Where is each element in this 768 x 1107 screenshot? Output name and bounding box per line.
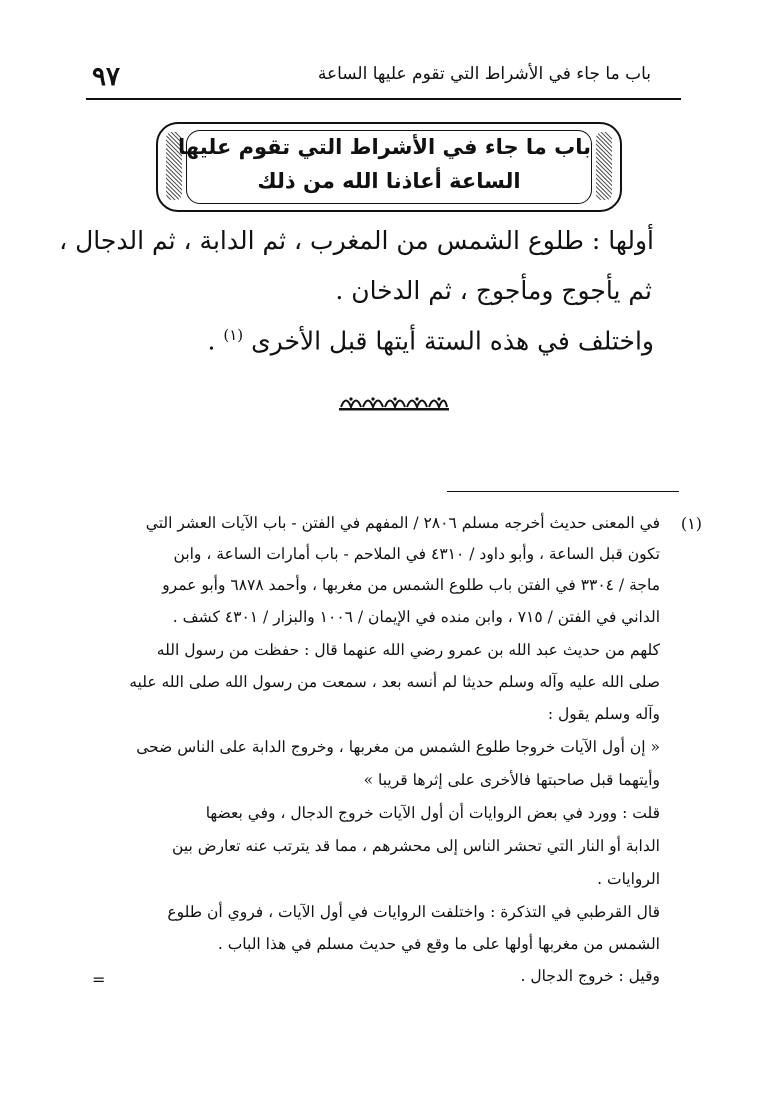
footnote-line: قلت : وورد في بعض الروايات أن أول الآيات خروج الدجال ، وفي بعضها [205, 804, 660, 822]
footnote-line: ماجة / ٣٣٠٤ في الفتن باب طلوع الشمس من مغربها ، وأحمد ٦٨٧٨ وأبو عمرو [162, 576, 660, 594]
footnote-reference: (١) [223, 326, 244, 344]
footnote-line: وقيل : خروج الدجال . [520, 967, 660, 985]
main-text-line: ثم يأجوج ومأجوج ، ثم الدخان . [335, 276, 652, 305]
footnote-line: كلهم من حديث عبد الله بن عمرو رضي الله عنهما قال : حفظت من رسول الله [156, 641, 660, 659]
header-rule [86, 98, 681, 100]
main-text-end: . [207, 326, 224, 356]
footnote-separator [447, 491, 679, 492]
running-header [86, 54, 681, 100]
page-number: ٩٧ [92, 62, 120, 92]
footnote-line: الداني في الفتن / ٧١٥ ، وابن منده في الإيمان / ١٠٠٦ والبزار / ٤٣٠١ كشف . [172, 608, 660, 626]
main-text-line: أولها : طلوع الشمس من المغرب ، ثم الدابة ، ثم الدجال ، [59, 226, 654, 255]
footnote-number: (١) [680, 514, 702, 533]
footnote-line: وأيتهما قبل صاحبتها فالأخرى على إثرها قريبا » [363, 771, 660, 789]
chapter-title-box [156, 122, 622, 212]
footnote-continuation-mark: = [92, 970, 106, 989]
chapter-title-line-2: الساعة أعاذنا الله من ذلك [257, 169, 521, 193]
footnote-line: في المعنى حديث أخرجه مسلم ٢٨٠٦ / المفهم في الفتن - باب الآيات العشر التي [145, 514, 660, 532]
chapter-title-line-1: باب ما جاء في الأشراط التي تقوم عليها [178, 135, 591, 159]
footnote-line: صلى الله عليه وآله وسلم حديثا لم أنسه بعد ، سمعت من رسول الله صلى الله عليه [129, 673, 660, 691]
footnote-line: تكون قبل الساعة ، وأبو داود / ٤٣١٠ في الملاحم - باب أمارات الساعة ، وابن [173, 545, 660, 563]
running-title: باب ما جاء في الأشراط التي تقوم عليها الساعة [317, 64, 651, 84]
footnote-line: الدابة أو النار التي تحشر الناس إلى محشرهم ، مما قد يترتب عنه تعارض بين [172, 837, 660, 855]
title-box-shade-right [596, 132, 612, 200]
footnote-line: قال القرطبي في التذكرة : واختلفت الروايات في أول الآيات ، فروي أن طلوع [167, 903, 660, 921]
decorative-ornament [339, 393, 449, 411]
chapter-title-inner-frame [178, 130, 592, 204]
footnote-line: الروايات . [597, 870, 660, 888]
footnote-line: الشمس من مغربها أولها على ما وقع في حديث مسلم في هذا الباب . [217, 935, 660, 953]
footnote-line: وآله وسلم يقول : [547, 705, 660, 723]
main-text-line-with-ref [207, 326, 654, 355]
main-text-line: واختلف في هذه الستة أيتها قبل الأخرى [251, 326, 654, 356]
footnote-line: « إن أول الآيات خروجا طلوع الشمس من مغربها ، وخروج الدابة على الناس ضحى [136, 738, 660, 756]
